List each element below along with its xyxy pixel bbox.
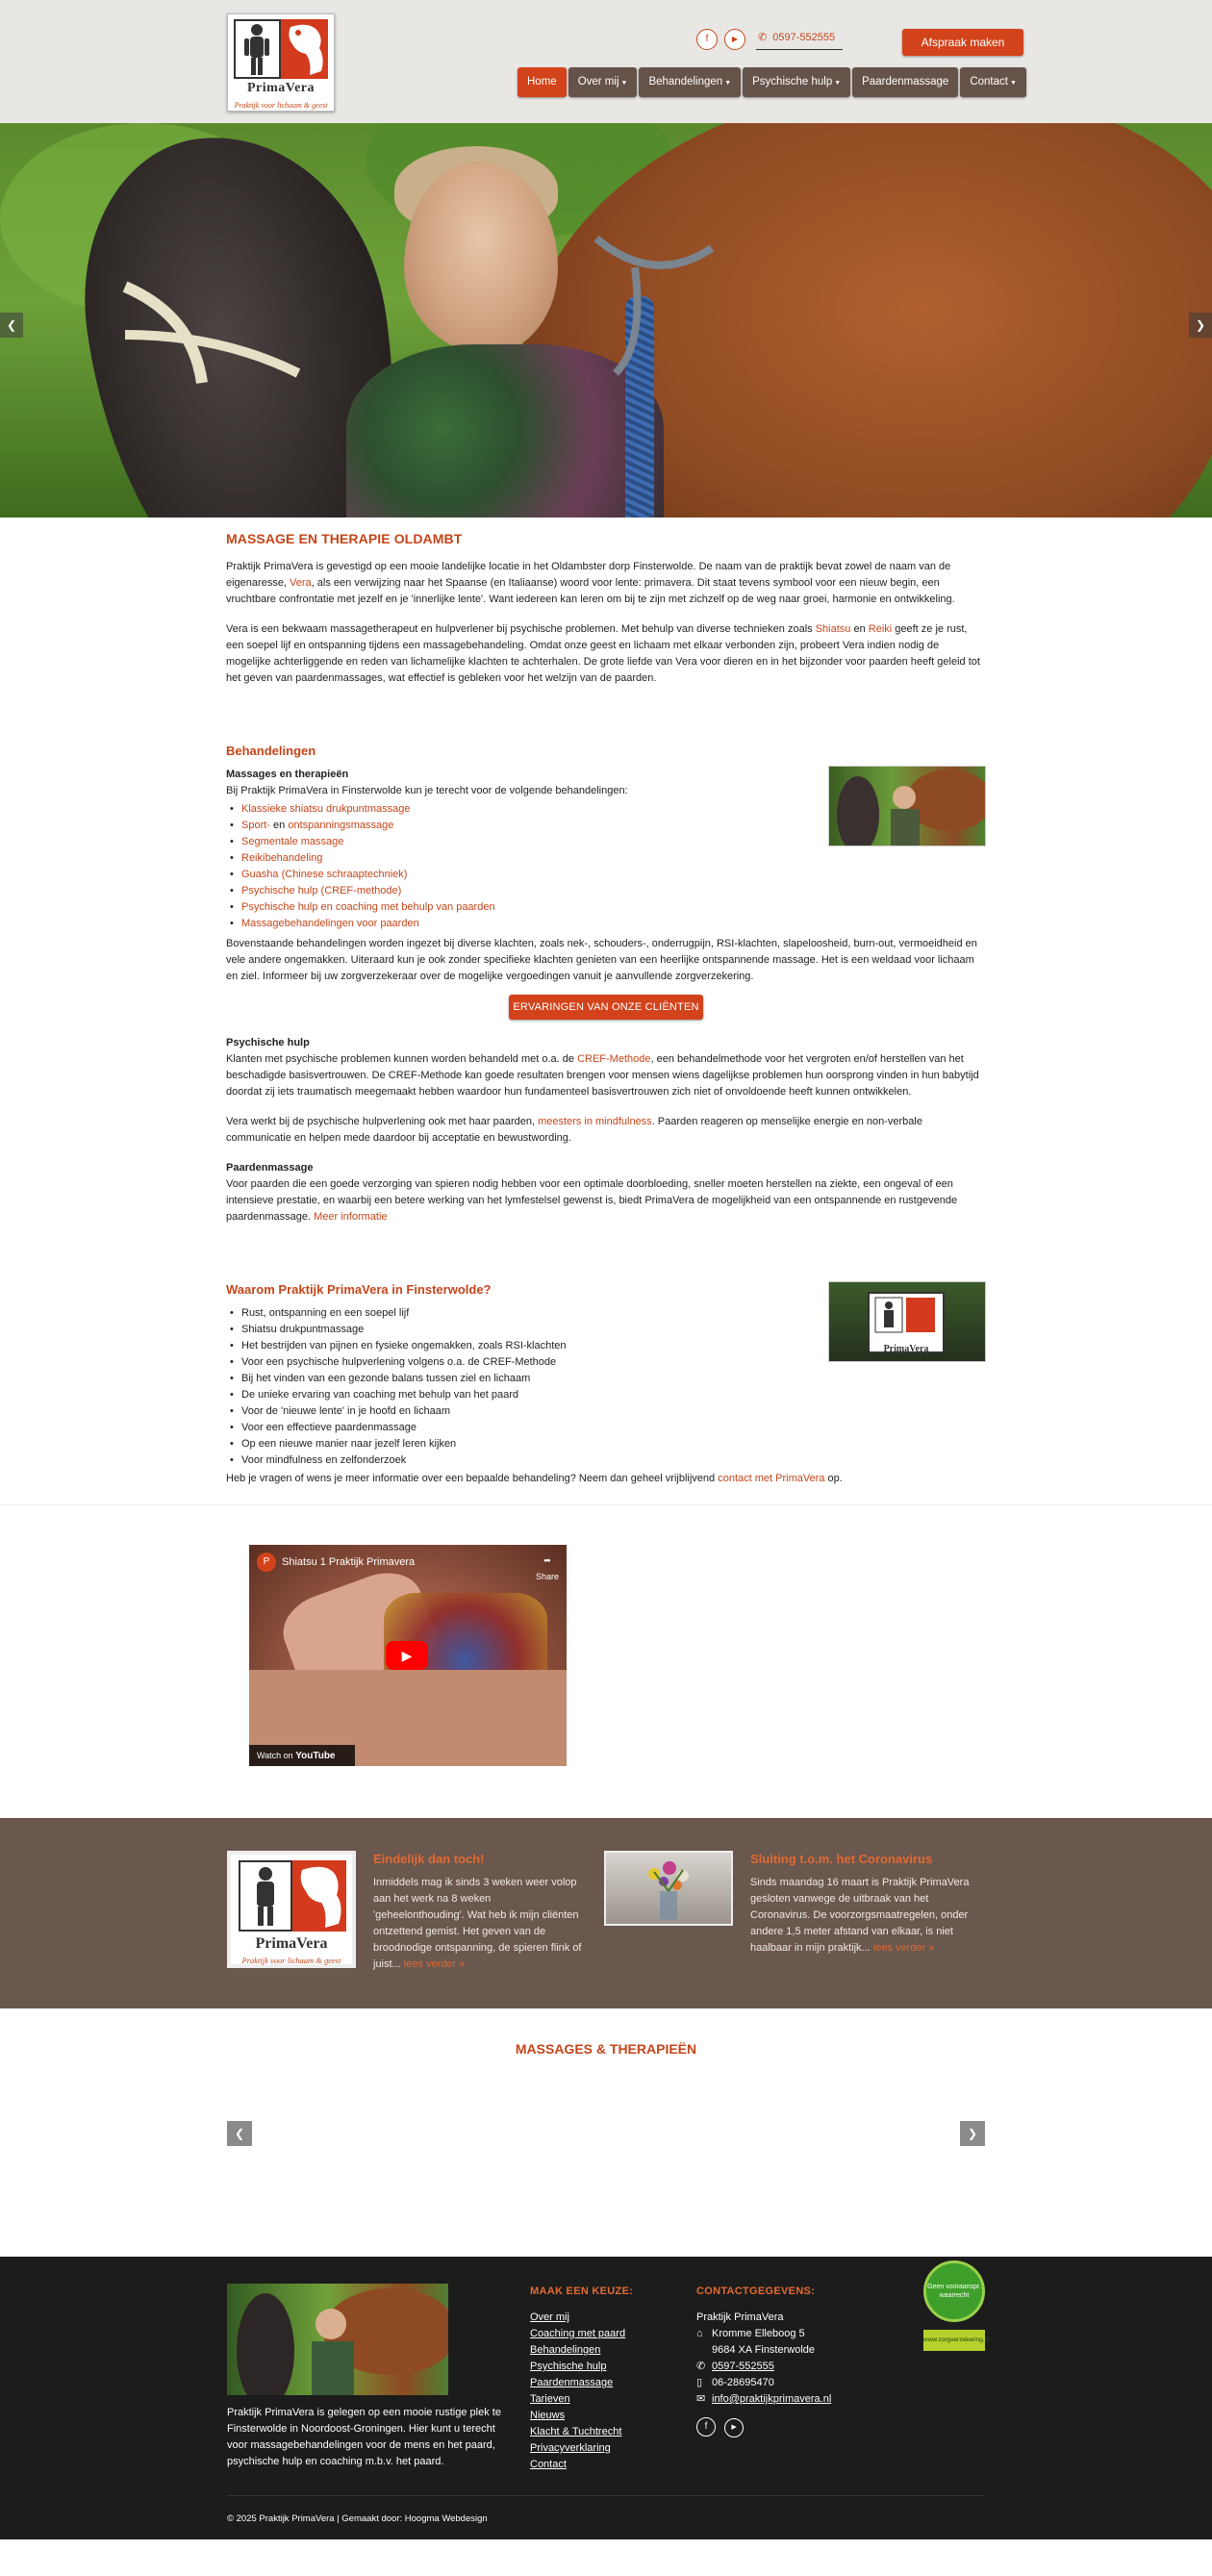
phone-icon: ✆ <box>696 2361 706 2372</box>
sign-text: PrimaVera <box>883 1344 929 1354</box>
news-1-logo-tagline: Praktijk voor lichaam & geest <box>241 1956 341 1965</box>
news-2-read-more[interactable]: lees verder » <box>872 1942 935 1954</box>
behandelingen-section <box>226 743 986 1225</box>
contact-phone-2: 06-28695470 <box>712 2377 774 2388</box>
link-shiatsu[interactable]: Shiatsu <box>815 623 851 635</box>
hero-prev-arrow[interactable]: ❮ <box>0 313 23 338</box>
client-experiences-button[interactable]: ERVARINGEN VAN ONZE CLIËNTEN <box>509 995 703 1020</box>
treatment-item <box>226 834 986 850</box>
treatment-item <box>226 916 986 932</box>
vera-paragraph: Vera werkt bij de psychische hulpverlening ook met haar paarden, meesters in mindfulness. Paarden reageren op menselijke energie en non-verbale communicatie en helpen mede daardoor bij acceptatie en bewustwording. <box>226 1116 922 1144</box>
link-cref[interactable]: CREF-Methode <box>577 1053 651 1065</box>
behandelingen-title: Behandelingen <box>226 744 316 758</box>
treatments-list <box>226 801 986 932</box>
benefit-item: • De unieke ervaring van coaching met behulp van het paard <box>226 1387 986 1403</box>
footer-link-nieuws[interactable]: Nieuws <box>530 2410 566 2421</box>
phone-icon: ✆ <box>758 32 768 43</box>
quality-badge[interactable]: Geen vooraanspr. waarrecht <box>923 2260 985 2322</box>
footer-link-paardenmassage[interactable]: Paardenmassage <box>530 2377 614 2388</box>
nav-item-over-mij[interactable]: Over mij ▼ <box>568 67 638 97</box>
waarom-closing: Heb je vragen of wens je meer informatie over een bepaalde behandeling? Neem dan geheel vrijblijvend contact met PrimaVera op. <box>226 1473 843 1484</box>
treatment-link[interactable]: Psychische hulp en coaching met behulp van paarden <box>241 901 495 913</box>
footer-about: Praktijk PrimaVera is gelegen op een mooie rustige plek te Finsterwolde in Noordoost-Groningen. Hier kunt u terecht voor massagebehandelingen voor de mens en het paard, psychische hulp en coaching m.b.v. het paard. <box>227 2407 501 2467</box>
footer-link-coaching-met-paard[interactable]: Coaching met paard <box>530 2328 626 2339</box>
footer-link-over-mij[interactable]: Over mij <box>530 2311 569 2323</box>
footer-link-psychische-hulp[interactable]: Psychische hulp <box>530 2361 607 2372</box>
video-title: Shiatsu 1 Praktijk Primavera <box>282 1556 416 1568</box>
youtube-icon[interactable]: ▶ <box>724 29 745 50</box>
site-footer <box>0 2257 1212 2539</box>
footer-facebook-icon[interactable]: f <box>696 2417 716 2437</box>
contact-name: Praktijk PrimaVera <box>696 2311 784 2323</box>
nav-item-paardenmassage[interactable]: Paardenmassage <box>852 67 958 97</box>
youtube-logo-icon: YouTube <box>295 1751 336 1761</box>
intro-paragraph-2: Vera is een bekwaam massagetherapeut en hulpverlener bij psychische problemen. Met behulp van diverse technieken zoals Shiatsu en Reiki geeft ze je rust, een soepel lijf en ontspanning tijdens een massagebehandeling. Omdat onze geest en lichaam met elkaar verbonden zijn, probeert Vera indien nodig de mogelijke achterliggende en reden van lichamelijke klachten te achterhalen. De grote liefde van Vera voor dieren en in het bijzonder voor paarden heeft geleid tot het geven van paardenmassages, wat effectief is gebleken voor het welzijn van de paarden. <box>226 623 980 684</box>
chevron-down-icon: ▼ <box>834 80 842 87</box>
facebook-icon[interactable]: f <box>696 29 718 50</box>
nav-item-behandelingen[interactable]: Behandelingen ▼ <box>639 67 741 97</box>
footer-link-tarieven[interactable]: Tarieven <box>530 2393 570 2405</box>
carousel-next-button[interactable]: ❯ <box>960 2121 985 2146</box>
contact-street: Kromme Elleboog 5 <box>712 2328 805 2339</box>
link-mindfulness[interactable]: meesters in mindfulness <box>538 1116 652 1127</box>
book-appointment-button[interactable]: Afspraak maken <box>902 29 1023 56</box>
footer-link-privacyverklaring[interactable]: Privacyverklaring <box>530 2442 611 2454</box>
logo-name: PrimaVera <box>246 81 316 95</box>
youtube-video-embed[interactable] <box>249 1545 567 1766</box>
benefit-item: • Het bestrijden van pijnen en fysieke ongemakken, zoals RSI-klachten <box>226 1338 986 1354</box>
phone-number: 0597-552555 <box>772 32 836 43</box>
news-item-1 <box>373 1851 583 1973</box>
main-nav <box>518 67 1028 97</box>
mail-icon: ✉ <box>696 2393 706 2405</box>
chevron-down-icon: ▼ <box>724 80 732 87</box>
footer-link-contact[interactable]: Contact <box>530 2459 567 2470</box>
benefit-item: • Bij het vinden van een gezonde balans tussen ziel en lichaam <box>226 1371 986 1387</box>
treatment-item: • Sport- en ontspanningsmassage <box>226 818 986 834</box>
waarom-section <box>226 1281 986 1487</box>
site-header <box>0 0 1212 123</box>
site-logo[interactable] <box>227 13 335 112</box>
carousel-prev-button[interactable]: ❮ <box>227 2121 252 2146</box>
news-item-2 <box>750 1851 972 1957</box>
contact-phone-1[interactable]: 0597-552555 <box>712 2361 774 2372</box>
header-phone[interactable] <box>756 29 843 50</box>
copyright: © 2025 Praktijk PrimaVera | Gemaakt door: Hoogma Webdesign <box>227 2513 488 2524</box>
share-icon: ➦ <box>543 1555 551 1565</box>
benefits-list <box>226 1305 986 1469</box>
logo-tagline: Praktijk voor lichaam & geest <box>234 101 328 110</box>
share-button[interactable]: ➦ Share <box>536 1553 559 1585</box>
benefit-item: • Voor een psychische hulpverlening volgens o.a. de CREF-Methode <box>226 1354 986 1371</box>
footer-menu <box>530 2284 633 2473</box>
treatment-link[interactable]: Segmentale massage <box>241 836 344 847</box>
benefit-item: • Rust, ontspanning en een soepel lijf <box>226 1305 986 1322</box>
treatment-item <box>226 867 986 883</box>
news-2-text: Sinds maandag 16 maart is Praktijk PrimaVera gesloten vanwege de uitbraak van het Coronavirus. De voorzorgsmaatregelen, onder andere 1,5 meter afstand van elkaar, is niet haalbaar in mijn praktijk... <box>750 1877 970 1954</box>
benefit-item: • Voor mindfulness en zelfonderzoek <box>226 1452 986 1469</box>
link-reiki[interactable]: Reiki <box>868 623 893 635</box>
news-1-image[interactable] <box>227 1851 356 1968</box>
insurance-badge[interactable]: www.zorgverzekering.nl <box>923 2330 985 2351</box>
paard-paragraph: Voor paarden die een goede verzorging van spieren nodig hebben voor een optimale doorbloeding, sneller moeten herstellen na ziekte, een ongeval of een intensieve prestatie, en waarbij een betere werking van het lymfestelsel gewenst is, biedt PrimaVera de mogelijkheid van een ontspannende en rustgevende paardenmassage. Meer informatie <box>226 1178 958 1223</box>
treatment-link[interactable]: Guasha (Chinese schraaptechniek) <box>241 869 408 880</box>
news-1-title[interactable]: Eindelijk dan toch! <box>373 1852 485 1866</box>
mobile-icon: ▯ <box>696 2377 703 2388</box>
link-vera[interactable]: Vera <box>290 577 312 589</box>
treatment-link[interactable]: Sport- <box>241 820 270 831</box>
treatment-link[interactable]: Klassieke shiatsu drukpuntmassage <box>241 803 411 815</box>
nav-item-home[interactable]: Home <box>518 67 567 97</box>
benefit-item: • Voor de 'nieuwe lente' in je hoofd en lichaam <box>226 1403 986 1420</box>
behandelingen-subtitle: Massages en therapieën <box>226 769 349 780</box>
link-meer-informatie[interactable]: Meer informatie <box>314 1211 388 1223</box>
psych-title: Psychische hulp <box>226 1037 310 1048</box>
nav-item-psychische-hulp[interactable]: Psychische hulp ▼ <box>743 67 850 97</box>
news-1-read-more[interactable]: lees verder » <box>403 1958 466 1970</box>
hero-slider <box>0 123 1212 518</box>
benefit-item: • Shiatsu drukpuntmassage <box>226 1322 986 1338</box>
contact-city: 9684 XA Finsterwolde <box>712 2344 816 2356</box>
treatment-link[interactable]: Psychische hulp (CREF-methode) <box>241 885 402 897</box>
play-button[interactable]: ▶ <box>386 1641 428 1670</box>
news-2-title[interactable]: Sluiting t.o.m. het Coronavirus <box>750 1852 933 1866</box>
treatment-item <box>226 801 986 818</box>
chevron-down-icon: ▼ <box>620 80 628 87</box>
treatment-link[interactable]: ontspanningsmassage <box>288 820 394 831</box>
intro-paragraph-1: Praktijk PrimaVera is gevestigd op een mooie landelijke locatie in het Oldambster dorp Finsterwolde. De naam van de praktijk bevat zowel de naam van de eigenaresse, Vera, als een verwijzing naar het Spaanse (en Italiaanse) woord voor lente: primavera. Dit staat tevens symbool voor een nieuw begin, een vruchtbare confrontatie met jezelf en je 'innerlijke lente'. Want iedereen kan leren om bij te zijn met zichzelf op de weg naar groei, harmonie en ontwikkeling. <box>226 561 955 605</box>
news-section <box>0 1818 1212 2008</box>
psych-paragraph: Klanten met psychische problemen kunnen worden behandeld met o.a. de CREF-Methode, een behandelmethode voor het vergroten en/of herstellen van het beschadigde basisvertrouwen. De CREF-Methode kan goede resultaten brengen voor mensen wiens dagelijkse problemen hun oorsprong vinden in hun babytijd doordat zij iets traumatisch meegemaakt hebben waardoor hun fundamenteel basisvertrouwen zich niet of onvoldoende heeft kunnen ontwikkelen. <box>226 1053 979 1098</box>
carousel-title: MASSAGES & THERAPIEËN <box>515 2041 697 2057</box>
news-2-image[interactable] <box>604 1851 733 1926</box>
footer-menu-title: MAAK EEN KEUZE: <box>530 2286 634 2297</box>
treatment-item <box>226 883 986 899</box>
footer-youtube-icon[interactable]: ▶ <box>724 2418 744 2437</box>
footer-contact-title: CONTACTGEGEVENS: <box>696 2286 816 2297</box>
benefit-item: • Voor een effectieve paardenmassage <box>226 1420 986 1436</box>
news-1-logo-name: PrimaVera <box>255 1935 328 1952</box>
behandelingen-closing: Bovenstaande behandelingen worden ingezet bij diverse klachten, zoals nek-, schouders-, onderrugpijn, RSI-klachten, slapeloosheid, burn-out, vermoeidheid en vele andere ongemakken. Uiteraard kun je ook zonder specifieke klachten genieten van een heerlijke ontspannende massage. Het is een weldaad voor lichaam en ziel. Informeer bij uw zorgverzekeraar over de mogelijke vergoedingen vanuit je aanvullende zorgverzekering. <box>226 938 977 982</box>
benefit-item: • Op een nieuwe manier naar jezelf leren kijken <box>226 1436 986 1452</box>
treatment-item <box>226 850 986 867</box>
paard-title: Paardenmassage <box>226 1162 314 1174</box>
hero-next-arrow[interactable]: ❯ <box>1189 313 1212 338</box>
treatment-link[interactable]: Reikibehandeling <box>241 852 323 864</box>
treatment-item <box>226 899 986 916</box>
footer-link-klacht-tuchtrecht[interactable]: Klacht & Tuchtrecht <box>530 2426 622 2437</box>
nav-item-contact[interactable]: Contact ▼ <box>960 67 1026 97</box>
footer-image <box>227 2284 448 2395</box>
contact-email[interactable]: info@praktijkprimavera.nl <box>712 2393 832 2405</box>
channel-avatar: P <box>257 1553 276 1572</box>
behandelingen-lead: Bij Praktijk PrimaVera in Finsterwolde kun je terecht voor de volgende behandelingen: <box>226 785 628 796</box>
footer-contact <box>696 2284 831 2437</box>
link-contact-primavera[interactable]: contact met PrimaVera <box>718 1473 825 1484</box>
page-title: MASSAGE EN THERAPIE OLDAMBT <box>226 531 463 546</box>
treatment-link[interactable]: Massagebehandelingen voor paarden <box>241 918 419 929</box>
news-1-text: Inmiddels mag ik sinds 3 weken weer volop aan het werk na 8 weken 'geheelonthouding'. Wat heb ik mijn cliënten ontzettend gemist. Het geven van de broodnodige ontspanning, de spieren flink of juist... <box>373 1877 582 1970</box>
logo-mark <box>234 19 328 79</box>
home-icon: ⌂ <box>696 2328 703 2339</box>
services-carousel <box>0 2008 1212 2257</box>
watch-on-youtube[interactable]: Watch on YouTube <box>249 1745 355 1766</box>
chevron-down-icon: ▼ <box>1009 80 1017 87</box>
main-content <box>226 531 986 1487</box>
waarom-title: Waarom Praktijk PrimaVera in Finsterwolde? <box>226 1282 492 1297</box>
footer-link-behandelingen[interactable]: Behandelingen <box>530 2344 601 2356</box>
